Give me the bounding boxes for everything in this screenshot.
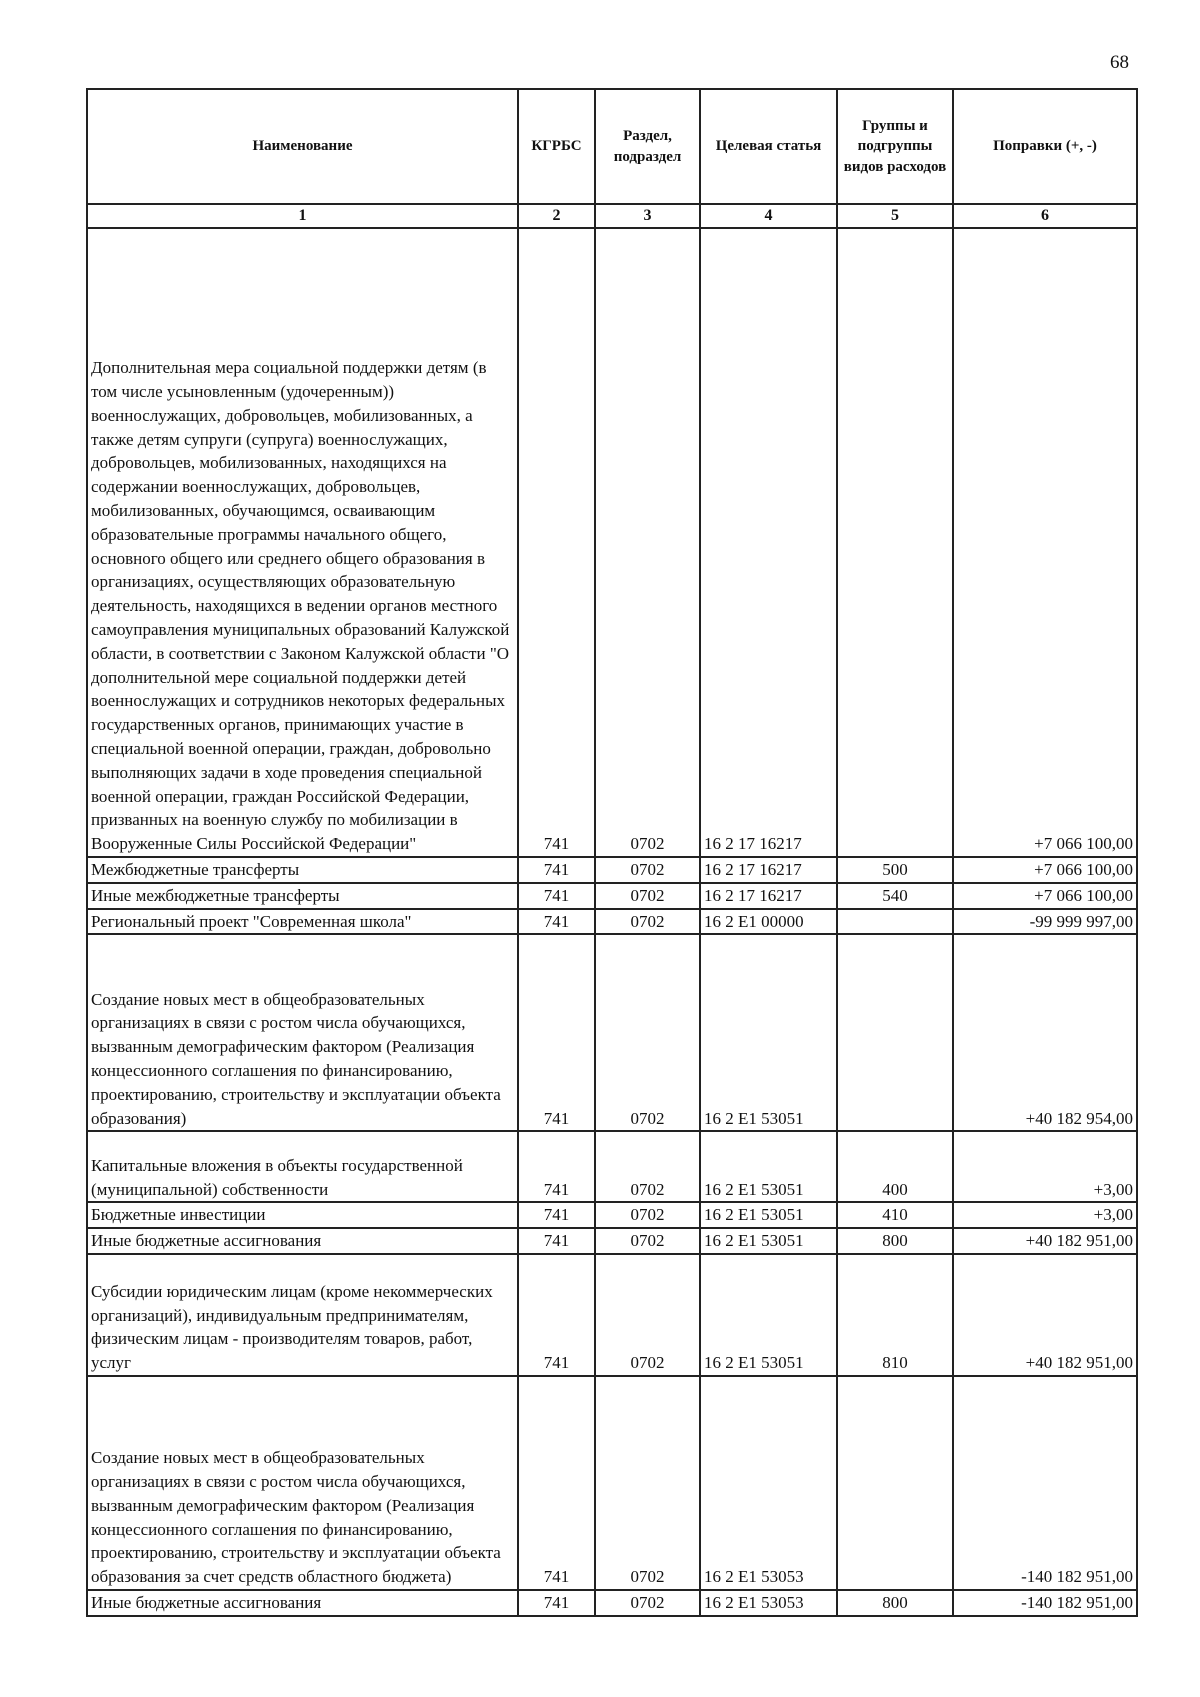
row-celevaya: 16 2 Е1 53051 (700, 1228, 837, 1254)
row-razdel: 0702 (595, 1202, 700, 1228)
column-number: 5 (837, 204, 953, 228)
row-summa: -140 182 951,00 (953, 1376, 1137, 1590)
row-razdel: 0702 (595, 883, 700, 909)
row-name: Иные бюджетные ассигнования (87, 1590, 518, 1616)
row-name: Субсидии юридическим лицам (кроме некоммерческих организаций), индивидуальным предпринимателям, физическим лицам - производителям товаров, работ, услуг (87, 1254, 518, 1376)
row-name: Иные межбюджетные трансферты (87, 883, 518, 909)
table-row (87, 1590, 1137, 1616)
table-row (87, 228, 1137, 857)
row-vid: 400 (837, 1131, 953, 1202)
row-name: Региональный проект "Современная школа" (87, 909, 518, 935)
row-razdel: 0702 (595, 1228, 700, 1254)
row-vid (837, 909, 953, 935)
row-razdel: 0702 (595, 1376, 700, 1590)
header-vid-rashodov: Группы и подгруппы видов расходов (837, 89, 953, 204)
row-razdel: 0702 (595, 909, 700, 935)
row-kgrbs: 741 (518, 1376, 595, 1590)
row-kgrbs: 741 (518, 1228, 595, 1254)
column-number: 3 (595, 204, 700, 228)
header-popravki: Поправки (+, -) (953, 89, 1137, 204)
row-summa: +7 066 100,00 (953, 228, 1137, 857)
row-celevaya: 16 2 17 16217 (700, 857, 837, 883)
row-summa: -140 182 951,00 (953, 1590, 1137, 1616)
row-summa: +7 066 100,00 (953, 857, 1137, 883)
row-kgrbs: 741 (518, 1202, 595, 1228)
row-summa: +3,00 (953, 1131, 1137, 1202)
header-name: Наименование (87, 89, 518, 204)
table-row (87, 1228, 1137, 1254)
table-row (87, 1131, 1137, 1202)
table-row (87, 909, 1137, 935)
row-razdel: 0702 (595, 1254, 700, 1376)
row-vid: 540 (837, 883, 953, 909)
row-vid: 800 (837, 1590, 953, 1616)
header-razdel: Раздел, подраздел (595, 89, 700, 204)
column-number: 4 (700, 204, 837, 228)
row-name: Дополнительная мера социальной поддержки детям (в том числе усыновленным (удочеренным)) военнослужащих, добровольцев, мобилизованных, а также детям супруги (супруга) военнослужащих, добровольцев, мобилизованных, находящихся на содержании военнослужащих, добровольцев, мобилизованных, обучающимся, осваивающим образовательные программы начального общего, основного общего или среднего общего образования в организациях, осуществляющих образовательную деятельность, находящихся в ведении органов местного самоуправления муниципальных образований Калужской области, в соответствии с Законом Калужской области "О дополнительной мере социальной поддержки детей военнослужащих и сотрудников некоторых федеральных государственных органов, принимающих участие в специальной военной операции, граждан, добровольно выполняющих задачи в ходе проведения специальной военной операции, граждан Российской Федерации, призванных на военную службу по мобилизации в Вооруженные Силы Российской Федерации" (87, 228, 518, 857)
row-celevaya: 16 2 Е1 53053 (700, 1376, 837, 1590)
row-name: Капитальные вложения в объекты государственной (муниципальной) собственности (87, 1131, 518, 1202)
row-summa: -99 999 997,00 (953, 909, 1137, 935)
row-kgrbs: 741 (518, 934, 595, 1131)
row-celevaya: 16 2 Е1 53051 (700, 1131, 837, 1202)
row-name: Создание новых мест в общеобразовательных организациях в связи с ростом числа обучающихся, вызванным демографическим фактором (Реализация концессионного соглашения по финансированию, проектированию, строительству и эксплуатации объекта образования) (87, 934, 518, 1131)
row-name: Создание новых мест в общеобразовательных организациях в связи с ростом числа обучающихся, вызванным демографическим фактором (Реализация концессионного соглашения по финансированию, проектированию, строительству и эксплуатации объекта образования за счет средств областного бюджета) (87, 1376, 518, 1590)
row-celevaya: 16 2 17 16217 (700, 883, 837, 909)
row-name: Иные бюджетные ассигнования (87, 1228, 518, 1254)
row-name: Межбюджетные трансферты (87, 857, 518, 883)
column-number: 2 (518, 204, 595, 228)
table-row (87, 883, 1137, 909)
header-kgrbs: КГРБС (518, 89, 595, 204)
row-celevaya: 16 2 Е1 53051 (700, 1202, 837, 1228)
table-row (87, 1254, 1137, 1376)
row-razdel: 0702 (595, 1590, 700, 1616)
row-razdel: 0702 (595, 1131, 700, 1202)
row-razdel: 0702 (595, 857, 700, 883)
table-row (87, 934, 1137, 1131)
row-kgrbs: 741 (518, 1131, 595, 1202)
row-vid: 800 (837, 1228, 953, 1254)
row-celevaya: 16 2 Е1 53051 (700, 1254, 837, 1376)
row-vid: 500 (837, 857, 953, 883)
row-summa: +7 066 100,00 (953, 883, 1137, 909)
row-vid (837, 934, 953, 1131)
row-vid: 810 (837, 1254, 953, 1376)
row-celevaya: 16 2 Е1 00000 (700, 909, 837, 935)
table-row (87, 857, 1137, 883)
row-celevaya: 16 2 Е1 53051 (700, 934, 837, 1131)
row-summa: +40 182 951,00 (953, 1254, 1137, 1376)
column-number: 1 (87, 204, 518, 228)
row-kgrbs: 741 (518, 883, 595, 909)
row-celevaya: 16 2 17 16217 (700, 228, 837, 857)
row-summa: +40 182 954,00 (953, 934, 1137, 1131)
row-kgrbs: 741 (518, 909, 595, 935)
row-summa: +40 182 951,00 (953, 1228, 1137, 1254)
row-name: Бюджетные инвестиции (87, 1202, 518, 1228)
row-razdel: 0702 (595, 934, 700, 1131)
row-kgrbs: 741 (518, 857, 595, 883)
budget-amendments-table (86, 88, 1138, 1617)
row-kgrbs: 741 (518, 1590, 595, 1616)
row-vid: 410 (837, 1202, 953, 1228)
header-celevaya: Целевая статья (700, 89, 837, 204)
row-kgrbs: 741 (518, 228, 595, 857)
page-number: 68 (1110, 52, 1129, 73)
column-number: 6 (953, 204, 1137, 228)
row-celevaya: 16 2 Е1 53053 (700, 1590, 837, 1616)
row-razdel: 0702 (595, 228, 700, 857)
row-kgrbs: 741 (518, 1254, 595, 1376)
row-vid (837, 228, 953, 857)
table-row (87, 1376, 1137, 1590)
row-summa: +3,00 (953, 1202, 1137, 1228)
table-row (87, 1202, 1137, 1228)
row-vid (837, 1376, 953, 1590)
